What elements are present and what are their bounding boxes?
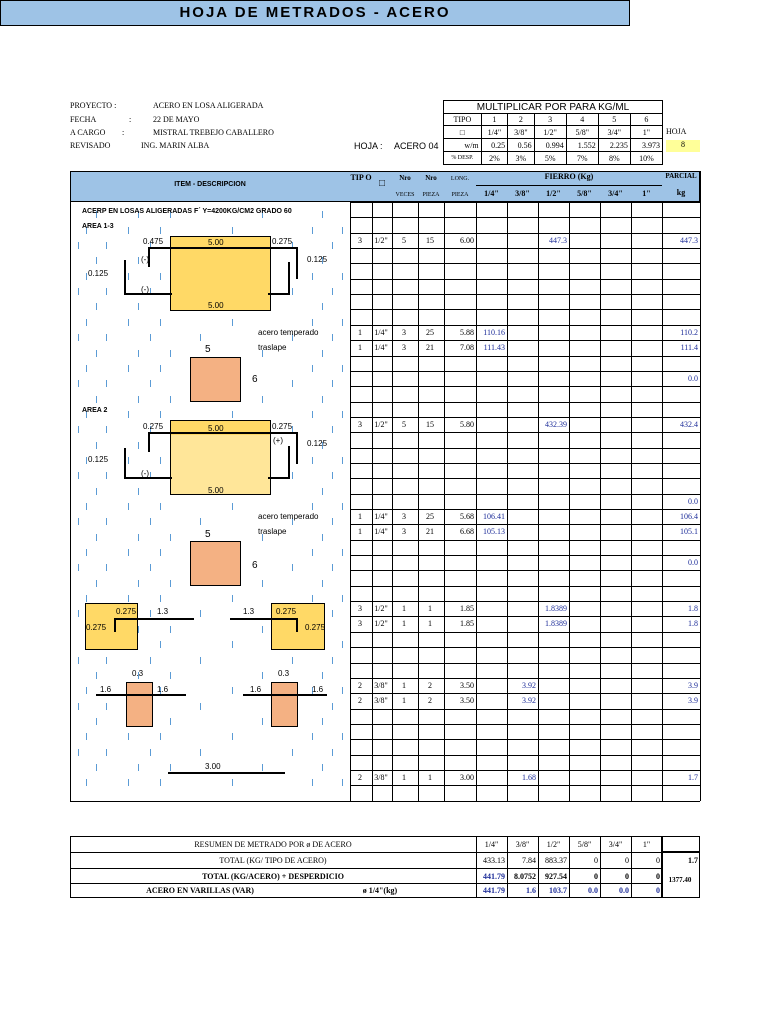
area1-bottom-dim: 5.00 — [208, 301, 224, 310]
row-cell-pieza: 21 — [426, 527, 434, 536]
area2-left-side-dim: 0.125 — [88, 455, 109, 464]
area1-neg-bottom: (-) — [141, 285, 149, 294]
long-header: LONG. — [450, 176, 470, 182]
area2-plus: (+) — [273, 436, 283, 445]
fecha-colon: : — [129, 115, 132, 124]
wm-cell: 2.235 — [598, 139, 630, 152]
summary-col-header: 1/2" — [546, 840, 561, 849]
row-cell-tipo: 2 — [358, 681, 362, 690]
summary-total-cell: 883.37 — [545, 856, 567, 865]
tee-left-block — [126, 682, 153, 727]
row-desc: traslape — [258, 527, 287, 536]
row-cell-tipo: 1 — [358, 512, 362, 521]
summary-var-label: ACERO EN VARILLAS (VAR) — [146, 886, 254, 895]
row-cell-parcial: 1.8 — [688, 619, 698, 628]
summary-col-header: 3/8" — [515, 840, 530, 849]
hook-right-bend — [296, 618, 298, 632]
pieza-header: PIEZA — [422, 192, 440, 198]
row-cell-tipo: 3 — [358, 236, 362, 245]
desp-cell: 10% — [630, 152, 662, 165]
row-cell-tipo: 3 — [358, 420, 362, 429]
fierro-col-header: 1/2" — [546, 189, 561, 198]
fierro-col-header: 1" — [642, 189, 651, 198]
row-cell-c14: 105.13 — [483, 527, 505, 536]
summary-desp-cell: 0 — [625, 872, 629, 881]
area2-bottom-dim: 5.00 — [208, 486, 224, 495]
summary-desp-cell: 0 — [656, 872, 660, 881]
row-cell-parcial: 111.4 — [680, 343, 698, 352]
row-cell-long: 3.00 — [460, 773, 474, 782]
proyecto-label: PROYECTO : — [70, 101, 117, 110]
row-cell-veces: 3 — [402, 527, 406, 536]
row-cell-parcial: 0.0 — [688, 497, 698, 506]
tee2-right-dim: 1.6 — [312, 685, 324, 694]
row-cell-d: 1/4" — [374, 343, 388, 352]
summary-total-extra: 1.7 — [688, 856, 698, 865]
summary-desp-label: TOTAL (KG/ACERO) + DESPERDICIO — [202, 872, 344, 881]
row-cell-parcial: 105.1 — [680, 527, 698, 536]
diameter-icon: □ — [444, 126, 482, 139]
fierro-col-header: 3/4" — [608, 189, 623, 198]
row-cell-tipo: 1 — [358, 343, 362, 352]
area1-left-hook — [124, 260, 126, 294]
row-cell-long: 1.85 — [460, 604, 474, 613]
row-cell-c14: 111.43 — [483, 343, 505, 352]
row-cell-pieza: 1 — [428, 773, 432, 782]
area1-left-side-dim: 0.125 — [88, 269, 109, 278]
row-cell-d: 1/2" — [374, 604, 388, 613]
hook2-dim-b: 0.275 — [276, 607, 297, 616]
area1-square-top-dim: 5 — [205, 344, 211, 355]
row-cell-parcial: 3.9 — [688, 696, 698, 705]
tipo-cell: 2 — [508, 114, 534, 126]
row-cell-veces: 1 — [402, 619, 406, 628]
nro-pieza-header: Nro — [425, 174, 437, 182]
row-cell-c38: 1.68 — [522, 773, 536, 782]
row-cell-c38: 3.92 — [522, 681, 536, 690]
wm-cell: 0.25 — [481, 139, 507, 152]
row-cell-c12: 1.8389 — [545, 604, 567, 613]
desp-cell: 5% — [534, 152, 566, 165]
summary-col-header: 3/4" — [608, 840, 623, 849]
summary-var-cell: 441.79 — [483, 886, 505, 895]
area1-right-hook — [288, 262, 290, 295]
summary-title: RESUMEN DE METRADO POR ø DE ACERO — [194, 840, 352, 849]
tipo-label: TIPO — [444, 114, 482, 126]
row-cell-veces: 1 — [402, 773, 406, 782]
tee1-right-dim: 1.6 — [157, 685, 169, 694]
row-cell-c12: 447.3 — [549, 236, 567, 245]
parcial-header: PARCIAL — [665, 172, 697, 180]
area2-right-dim: 0.275 — [272, 422, 293, 431]
tee-right-bar — [243, 694, 327, 696]
row-cell-d: 1/2" — [374, 236, 388, 245]
area-1-label: AREA 1-3 — [82, 223, 114, 230]
fecha-value: 22 DE MAYO — [153, 115, 200, 124]
row-cell-pieza: 1 — [428, 619, 432, 628]
tipo-cell: 5 — [598, 114, 630, 126]
row-cell-c12: 1.8389 — [545, 619, 567, 628]
row-cell-parcial: 3.9 — [688, 681, 698, 690]
row-cell-long: 3.50 — [460, 681, 474, 690]
diam-cell: 1/4" — [481, 126, 507, 139]
hook-left-bar — [114, 618, 194, 620]
hook2-dim-a: 1.3 — [243, 607, 255, 616]
diam-cell: 3/4" — [598, 126, 630, 139]
proyecto-value: ACERO EN LOSA ALIGERADA — [153, 101, 264, 110]
summary-desp-cell: 927.54 — [545, 872, 567, 881]
kg-header: kg — [676, 188, 686, 197]
diam-cell: 3/8" — [508, 126, 534, 139]
row-cell-tipo: 2 — [358, 696, 362, 705]
row-cell-d: 1/4" — [374, 512, 388, 521]
summary-total-cell: 433.13 — [483, 856, 505, 865]
row-cell-pieza: 1 — [428, 604, 432, 613]
row-cell-pieza: 21 — [426, 343, 434, 352]
row-cell-long: 1.85 — [460, 619, 474, 628]
area2-right-hook — [288, 446, 290, 479]
row-cell-c14: 106.41 — [483, 512, 505, 521]
area1-top-bar — [148, 247, 298, 249]
tee1-top-dim: 0.3 — [132, 669, 144, 678]
tee-right-block — [271, 682, 298, 727]
fierro-header: FIERRO (Kg) — [544, 172, 594, 181]
tipo-cell: 6 — [630, 114, 662, 126]
hoja-value: ACERO 04 — [394, 141, 439, 151]
area2-bottom-bar-right — [268, 477, 290, 479]
row-cell-d: 1/4" — [374, 527, 388, 536]
page-title: HOJA DE METRADOS - ACERO — [0, 0, 630, 26]
straight-bar-dim: 3.00 — [205, 762, 221, 771]
hoja-num: 8 — [666, 140, 700, 152]
diam-cell: 5/8" — [566, 126, 598, 139]
summary-desp-cell: 8.0752 — [514, 872, 536, 881]
row-cell-long: 3.50 — [460, 696, 474, 705]
row-desc: acero temperado — [258, 328, 319, 337]
row-cell-c12: 432.39 — [545, 420, 567, 429]
desp-label: % DESP. — [444, 152, 482, 165]
revisado-value: ING. MARIN ALBA — [141, 141, 210, 150]
row-cell-pieza: 25 — [426, 512, 434, 521]
row-cell-veces: 3 — [402, 328, 406, 337]
hook-left-bend — [114, 618, 116, 632]
area2-left-dim: 0.275 — [143, 422, 164, 431]
row-cell-d: 3/8" — [374, 696, 388, 705]
tee2-top-dim: 0.3 — [278, 669, 290, 678]
summary-total-cell: 0 — [625, 856, 629, 865]
wm-label: w/m — [444, 139, 482, 152]
summary-total-cell: 0 — [594, 856, 598, 865]
row-cell-parcial: 110.2 — [680, 328, 698, 337]
straight-bar — [168, 772, 285, 774]
row-cell-d: 1/2" — [374, 619, 388, 628]
hoja-tag: HOJA — [666, 127, 687, 136]
fecha-label: FECHA — [70, 115, 97, 124]
summary-total-cell: 0 — [656, 856, 660, 865]
summary-desp-cell: 0 — [594, 872, 598, 881]
summary-col-header: 1/4" — [484, 840, 499, 849]
area-2-label: AREA 2 — [82, 407, 108, 414]
row-cell-d: 1/4" — [374, 328, 388, 337]
row-cell-long: 5.88 — [460, 328, 474, 337]
diam-cell: 1/2" — [534, 126, 566, 139]
summary-var-cell: 0.0 — [588, 886, 598, 895]
area1-right-dim: 0.275 — [272, 237, 293, 246]
wm-cell: 3.973 — [630, 139, 662, 152]
area1-top-dim: 5.00 — [208, 238, 224, 247]
fierro-col-header: 5/8" — [577, 189, 592, 198]
hook-right-bar — [230, 618, 298, 620]
row-cell-tipo: 1 — [358, 527, 362, 536]
tipo-cell: 3 — [534, 114, 566, 126]
wm-cell: 0.56 — [508, 139, 534, 152]
row-cell-veces: 1 — [402, 604, 406, 613]
hook1-dim-b: 1.3 — [157, 607, 169, 616]
tee-left-bar — [96, 694, 186, 696]
area2-square — [190, 541, 241, 586]
row-cell-long: 5.80 — [460, 420, 474, 429]
row-cell-pieza: 2 — [428, 681, 432, 690]
row-cell-tipo: 3 — [358, 619, 362, 628]
row-cell-parcial: 447.3 — [680, 236, 698, 245]
area1-square — [190, 357, 241, 402]
revisado-label: REVISADO — [70, 141, 111, 150]
nro-veces-header: Nro — [399, 174, 411, 182]
diam-cell: 1" — [630, 126, 662, 139]
area2-right-top-hook — [296, 432, 298, 464]
summary-var-cell: 1.6 — [526, 886, 536, 895]
row-cell-veces: 5 — [402, 236, 406, 245]
hoja-label: HOJA : — [354, 141, 383, 151]
area2-top-dim: 5.00 — [208, 424, 224, 433]
row-cell-parcial: 1.7 — [688, 773, 698, 782]
desp-cell: 3% — [508, 152, 534, 165]
row-cell-d: 3/8" — [374, 681, 388, 690]
desp-cell: 8% — [598, 152, 630, 165]
diameter-header-icon: □ — [378, 178, 386, 189]
row-cell-pieza: 2 — [428, 696, 432, 705]
row-cell-tipo: 1 — [358, 328, 362, 337]
row-desc: acero temperado — [258, 512, 319, 521]
summary-var-cell: 103.7 — [549, 886, 567, 895]
row-cell-tipo: 2 — [358, 773, 362, 782]
row-cell-pieza: 15 — [426, 420, 434, 429]
row-cell-parcial: 0.0 — [688, 558, 698, 567]
hook2-dim-c: 0.275 — [305, 623, 326, 632]
long-pieza-header: PIEZA — [451, 192, 469, 198]
row-cell-d: 1/2" — [374, 420, 388, 429]
summary-grand-total: 1377.40 — [668, 876, 692, 884]
area2-left-hook — [124, 448, 126, 478]
tee2-left-dim: 1.6 — [250, 685, 262, 694]
section-title: ACERP EN LOSAS ALIGERADAS F´ Y=4200KG/CM2 GRADO 60 — [82, 208, 292, 215]
area1-square-side-dim: 6 — [252, 374, 258, 385]
desp-cell: 7% — [566, 152, 598, 165]
area2-square-top-dim: 5 — [205, 529, 211, 540]
row-cell-parcial: 432.4 — [680, 420, 698, 429]
row-cell-parcial: 0.0 — [688, 374, 698, 383]
veces-header: VECES — [395, 192, 415, 198]
summary-desp-cell: 441.79 — [483, 872, 505, 881]
summary-var-cell: 0.0 — [619, 886, 629, 895]
hook1-dim-a: 0.275 — [116, 607, 137, 616]
row-cell-parcial: 106.4 — [680, 512, 698, 521]
tipo-cell: 4 — [566, 114, 598, 126]
hook1-dim-c: 0.275 — [86, 623, 107, 632]
cargo-colon: : — [122, 128, 125, 137]
area2-neg: (-) — [141, 469, 149, 478]
cargo-label: A CARGO — [70, 128, 106, 137]
row-cell-c14: 110.16 — [483, 328, 505, 337]
fierro-col-header: 3/8" — [515, 189, 530, 198]
item-header: ITEM - DESCRIPCION — [174, 181, 246, 188]
multiplicar-table — [443, 100, 663, 165]
summary-col-header: 1" — [642, 840, 651, 849]
row-cell-veces: 3 — [402, 343, 406, 352]
row-cell-parcial: 1.8 — [688, 604, 698, 613]
summary-col-header: 5/8" — [577, 840, 592, 849]
row-cell-long: 7.08 — [460, 343, 474, 352]
multiplicar-title: MULTIPLICAR POR PARA KG/ML — [444, 101, 663, 114]
row-cell-pieza: 15 — [426, 236, 434, 245]
row-cell-veces: 5 — [402, 420, 406, 429]
fierro-col-header: 1/4" — [484, 189, 499, 198]
tee1-left-dim: 1.6 — [100, 685, 112, 694]
cargo-value: MISTRAL TREBEJO CABALLERO — [153, 128, 274, 137]
desp-cell: 2% — [481, 152, 507, 165]
area2-square-side-dim: 6 — [252, 560, 258, 571]
area1-right-top-hook — [296, 247, 298, 279]
wm-cell: 0.994 — [534, 139, 566, 152]
summary-total-cell: 7.84 — [522, 856, 536, 865]
summary-var-cell: 0 — [656, 886, 660, 895]
row-cell-veces: 1 — [402, 681, 406, 690]
row-cell-veces: 1 — [402, 696, 406, 705]
row-cell-long: 6.68 — [460, 527, 474, 536]
summary-total-label: TOTAL (KG/ TIPO DE ACERO) — [219, 856, 327, 865]
summary-var-mid: ø 1/4"(kg) — [362, 886, 398, 895]
row-cell-long: 6.00 — [460, 236, 474, 245]
tipo-header: TIP O — [350, 173, 372, 182]
area1-neg-top: (-) — [141, 255, 149, 264]
area1-right-side-dim: 0.125 — [307, 255, 328, 264]
row-cell-long: 5.68 — [460, 512, 474, 521]
row-desc: traslape — [258, 343, 287, 352]
wm-cell: 1.552 — [566, 139, 598, 152]
area2-left-top-hook — [148, 432, 150, 452]
area2-right-side-dim: 0.125 — [307, 439, 328, 448]
row-cell-tipo: 3 — [358, 604, 362, 613]
row-cell-veces: 3 — [402, 512, 406, 521]
row-cell-d: 3/8" — [374, 773, 388, 782]
tipo-cell: 1 — [481, 114, 507, 126]
row-cell-pieza: 25 — [426, 328, 434, 337]
area1-bottom-bar-right — [268, 293, 290, 295]
row-cell-c38: 3.92 — [522, 696, 536, 705]
area1-left-dim: 0.475 — [143, 237, 164, 246]
